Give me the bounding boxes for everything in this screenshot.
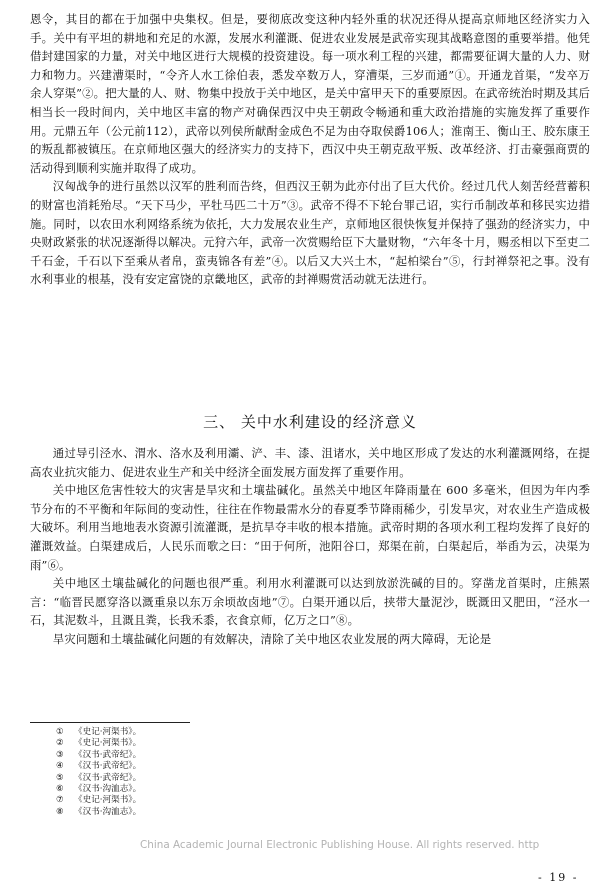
- body-paragraph: 恩令，其目的都在于加强中央集权。但是，要彻底改变这种内轻外重的状况还得从提高京师地区经济实力入手。关中有平坦的耕地和充足的水源，发展水利灌溉、促进农业发展是武帝实现其战略意图的重要举措。他凭借封建国家的力量，对关中地区进行大规模的投资建设。每一项水利工程的兴建，都需要征调大量的人力、财力和物力。兴建漕渠时，“令齐人水工徐伯表，悉发卒数万人，穿漕渠，三岁而通”①。开通龙首渠，“发卒万余人穿渠”②。把大量的人、财、物集中投放于关中地区，是关中富甲天下的重要原因。在武帝统治时期及其后相当长一段时间内，关中地区丰富的物产对确保西汉中央王朝政令畅通和重大政治措施的实施发挥了重要作用。元鼎五年（公元前112），武帝以列侯所献酎金成色不足为由夺取侯爵106人；淮南王、衡山王、胶东康王的叛乱都被镇压。在京师地区强大的经济实力的支持下，西汉中央王朝克敌平叛、改革经济、打击豪强商贾的活动得到顺利实施并取得了成功。: [30, 12, 590, 175]
- footnote: [56, 795, 456, 806]
- footnote-mark: ①: [56, 727, 64, 737]
- footnote-mark: ⑦: [56, 795, 64, 806]
- body-paragraph: 旱灾问题和土壤盐碱化问题的有效解决，清除了关中地区农业发展的两大障碍，无论是: [52, 631, 492, 646]
- footnote: [56, 784, 456, 795]
- footnote-text: 《史记·河渠书》。: [74, 727, 142, 737]
- footnote-text: 《史记·河渠书》。: [74, 795, 142, 806]
- page-number: - 19 -: [538, 871, 579, 884]
- footnote: [56, 807, 456, 818]
- footnote: [56, 761, 456, 772]
- footnote-mark: ②: [56, 738, 64, 749]
- footnote-text: 《汉书·武帝纪》。: [74, 772, 142, 783]
- footnotes: [56, 727, 456, 818]
- section-heading: 三、 关中水利建设的经济意义: [203, 413, 417, 431]
- footnote-text: 《史记·河渠书》。: [74, 738, 142, 749]
- footnote: [56, 750, 456, 761]
- body-paragraph: 通过导引泾水、渭水、洛水及利用灞、浐、丰、漆、沮诸水，关中地区形成了发达的水利灌溉网络，在提高农业抗灾能力、促进农业生产和关中经济全面发展方面发挥了重要作用。: [30, 446, 590, 479]
- footnote-mark: ⑤: [56, 772, 64, 783]
- footnote-text: 《汉书·沟洫志》。: [74, 806, 142, 817]
- footnote-text: 《汉书·武帝纪》。: [74, 761, 142, 772]
- footnote: [56, 727, 456, 738]
- body-paragraph: 关中地区土壤盐碱化的问题也很严重。利用水利灌溉可以达到放淤洗碱的目的。穿凿龙首渠时，庄熊罴言：“临晋民愿穿洛以溉重泉以东万余顷故卤地”⑦。白渠开通以后，挟带大量泥沙，既溉田又肥田，“泾水一石，其泥数斗，且溉且粪，长我禾黍，衣食京师，亿万之口”⑧。: [30, 576, 590, 628]
- body-paragraph: 汉匈战争的进行虽然以汉军的胜利而告终，但西汉王朝为此亦付出了巨大代价。经过几代人刻苦经营蓄积的财富也消耗殆尽。“天下马少，平牡马匹二十万”③。武帝不得不下轮台罪己诏，实行币制改革和移民实边措施。同时，以农田水利网络系统为依托，大力发展农业生产，京师地区很快恢复并保持了强劲的经济实力，中央财政紧张的状况逐渐得以解决。元狩六年，武帝一次赏赐给臣下大量财物，“六年冬十月，赐丞相以下至吏二千石金，千石以下至乘从者帛，蛮夷锦各有差”④。以后又大兴土木，“起柏梁台”⑤，行封禅祭祀之事。没有水利事业的根基，没有安定富饶的京畿地区，武帝的封禅赐赏活动就无法进行。: [30, 179, 590, 287]
- footnote: [56, 738, 456, 749]
- footnote-mark: ④: [56, 761, 64, 772]
- footnote: [56, 773, 456, 784]
- footnote-text: 《汉书·武帝纪》。: [74, 749, 142, 760]
- footnote-mark: ⑧: [56, 806, 64, 817]
- footnote-divider: [30, 722, 190, 723]
- footnote-mark: ⑥: [56, 784, 64, 795]
- footnote-mark: ③: [56, 749, 64, 760]
- footnote-text: 《汉书·沟洫志》。: [74, 784, 142, 795]
- article-body-bottom: [30, 444, 590, 649]
- body-paragraph: 关中地区危害性较大的灾害是旱灾和土壤盐碱化。虽然关中地区年降雨量在 600 多毫米，但因为年内季节分布的不平衡和年际间的变动性，往往在作物最需水分的春夏季节降雨稀少，引发旱灾，对农业生产造成极大破坏。利用当地地表水资源引流灌溉，是抗旱夺丰收的根本措施。武帝时期的各项水利工程均发挥了良好的灌溉效益。白渠建成后，人民乐而歌之曰：“田于何所，池阳谷口，郑渠在前，白渠起后，举臿为云，决渠为雨”⑥。: [30, 483, 590, 572]
- publisher-watermark: China Academic Journal Electronic Publishing House. All rights reserved. http: [140, 839, 540, 851]
- article-body-top: [30, 10, 590, 289]
